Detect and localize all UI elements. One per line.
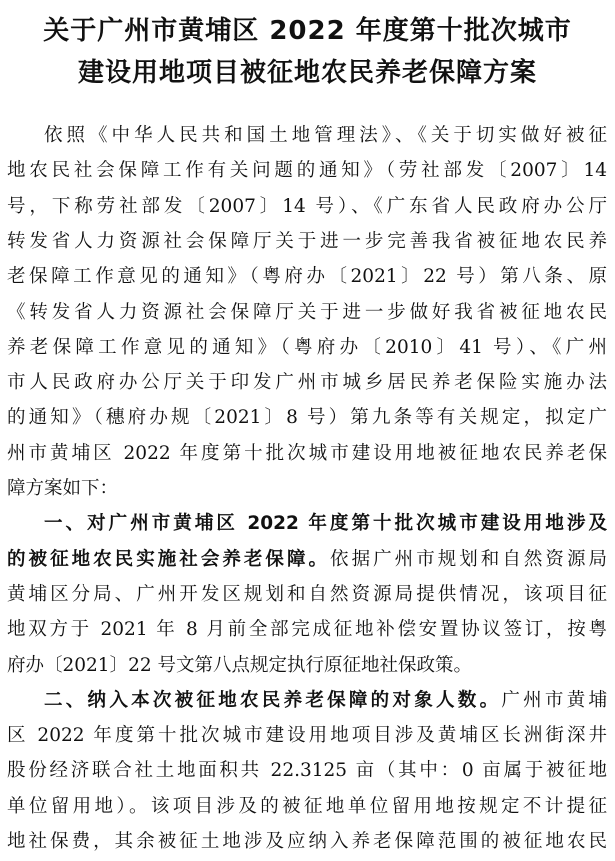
section-2-text: 广州市黄埔: [501, 689, 607, 711]
paragraph-line: 黄埔区分局、广州开发区规划和自然资源局提供情况，该项目征: [7, 583, 607, 605]
section-1-line: [7, 545, 607, 575]
paragraph-line: 州市黄埔区 2022 年度第十批次城市建设用地被征地农民养老保: [7, 442, 607, 464]
section-1-heading: 一、对广州市黄埔区 2022 年度第十批次城市建设用地涉及: [44, 513, 607, 535]
section-1-text: 依据广州市规划和自然资源局: [330, 548, 607, 570]
paragraph-line: 单位留用地）。该项目涉及的被征地单位留用地按规定不计提征: [7, 795, 607, 817]
paragraph-line: 号，下称劳社部发〔2007〕14 号）、《广东省人民政府办公厅: [7, 195, 607, 217]
paragraph-line: 地社保费，其余被征土地涉及应纳入养老保障范围的被征地农民: [7, 831, 607, 852]
paragraph-line: 依照《中华人民共和国土地管理法》、《关于切实做好被征: [44, 125, 607, 146]
paragraph-line: 地双方于 2021 年 8 月前全部完成征地补偿安置协议签订，按粤: [7, 619, 607, 641]
section-2-line: [44, 686, 607, 716]
section-1-heading-continued: 的被征地农民实施社会养老保障。: [7, 548, 331, 570]
paragraph-line: 老保障工作意见的通知》（粤府办〔2021〕22 号）第八条、原: [7, 266, 607, 288]
paragraph-line: 转发省人力资源社会保障厅关于进一步完善我省被征地农民养: [7, 230, 607, 252]
document-title-line-2: 建设用地项目被征地农民养老保障方案: [77, 58, 537, 88]
paragraph-line: 《转发省人力资源社会保障厅关于进一步做好我省被征地农民: [7, 301, 607, 323]
paragraph-line: 市人民政府办公厅关于印发广州市城乡居民养老保险实施办法: [7, 372, 607, 394]
paragraph-line: 区 2022 年度第十批次城市建设用地项目涉及黄埔区长洲街深井: [7, 725, 607, 747]
section-2-heading: 二、纳入本次被征地农民养老保障的对象人数。: [44, 689, 502, 711]
document-title-line-1: 关于广州市黄埔区 2022 年度第十批次城市: [43, 16, 572, 46]
paragraph-line: 养老保障工作意见的通知》（粤府办〔2010〕41 号）、《广州: [7, 336, 607, 358]
paragraph-line: 障方案如下：: [7, 478, 119, 499]
paragraph-line: 府办〔2021〕22 号文第八点规定执行原征地社保政策。: [7, 654, 473, 676]
paragraph-line: 股份经济联合社土地面积共 22.3125 亩（其中：0 亩属于被征地: [7, 760, 607, 782]
paragraph-line: 地农民社会保障工作有关问题的通知》（劳社部发〔2007〕14: [7, 160, 607, 182]
paragraph-line: 的通知》（穗府办规〔2021〕8 号）第九条等有关规定，拟定广: [7, 407, 607, 429]
